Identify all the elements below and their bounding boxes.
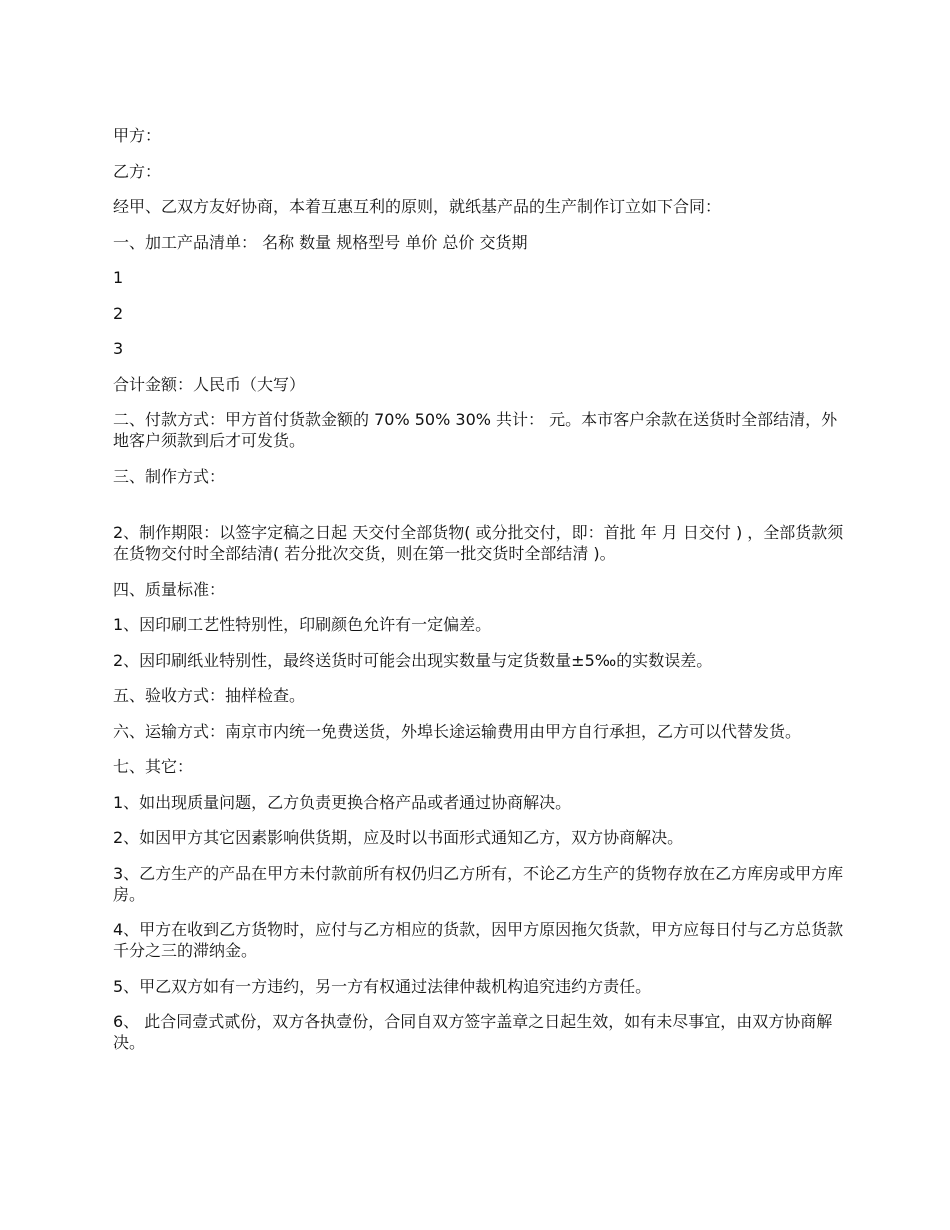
section-2-payment: 二、付款方式：甲方首付货款金额的 70% 50% 30% 共计： 元。本市客户余款在送货时全部结清，外地客户须款到后才可发货。: [113, 410, 838, 450]
other-item-6: 6、 此合同壹式贰份，双方各执壹份，合同自双方签字盖章之日起生效，如有未尽事宜，由双方协商解决。: [113, 1012, 833, 1052]
product-row-3: 3: [113, 339, 124, 358]
blank-spacer: [113, 501, 845, 522]
other-item-2: 2、如因甲方其它因素影响供货期，应及时以书面形式通知乙方，双方协商解决。: [113, 828, 684, 847]
section-7-other: 七、其它：: [113, 757, 194, 776]
production-deadline: 2、制作期限：以签字定稿之日起 天交付全部货物( 或分批交付，即：首批 年 月 日交付 ) ，全部货款须在货物交付时全部结清( 若分批次交货，则在第一批交货时全部结清 )。: [113, 523, 844, 563]
section-1-product-list: 一、加工产品清单： 名称 数量 规格型号 单价 总价 交货期: [113, 232, 528, 252]
preamble: 经甲、乙双方友好协商，本着互惠互利的原则，就纸基产品的生产制作订立如下合同：: [113, 197, 722, 216]
contract-document: [113, 125, 845, 1068]
other-item-5: 5、甲乙双方如有一方违约，另一方有权通过法律仲裁机构追究违约方责任。: [113, 976, 652, 996]
party-b-line: 乙方：: [113, 161, 162, 181]
section-6-transport: 六、运输方式：南京市内统一免费送货，外埠长途运输费用由甲方自行承担，乙方可以代替发货。: [113, 721, 802, 741]
section-4-quality: 四、质量标准：: [113, 579, 226, 599]
other-item-1: 1、如出现质量问题，乙方负责更换合格产品或者通过协商解决。: [113, 792, 572, 812]
product-row-2: 2: [113, 303, 124, 323]
section-3-production: 三、制作方式：: [113, 466, 226, 486]
party-a-line: 甲方：: [113, 126, 162, 145]
other-item-3: 3、乙方生产的产品在甲方未付款前所有权仍归乙方所有，不论乙方生产的货物存放在乙方库房或甲方库房。: [113, 863, 844, 904]
product-row-1: 1: [113, 268, 124, 287]
other-item-4: 4、甲方在收到乙方货物时，应付与乙方相应的货款，因甲方原因拖欠货款，甲方应每日付与乙方总货款千分之三的滞纳金。: [113, 920, 844, 960]
quality-item-2: 2、因印刷纸业特别性，最终送货时可能会出现实数量与定货数量±5‰的实数误差。: [113, 650, 713, 670]
section-5-acceptance: 五、验收方式：抽样检查。: [113, 686, 306, 705]
quality-item-1: 1、因印刷工艺性特别性，印刷颜色允许有一定偏差。: [113, 615, 492, 634]
total-amount: 合计金额：人民币（大写）: [113, 374, 306, 394]
